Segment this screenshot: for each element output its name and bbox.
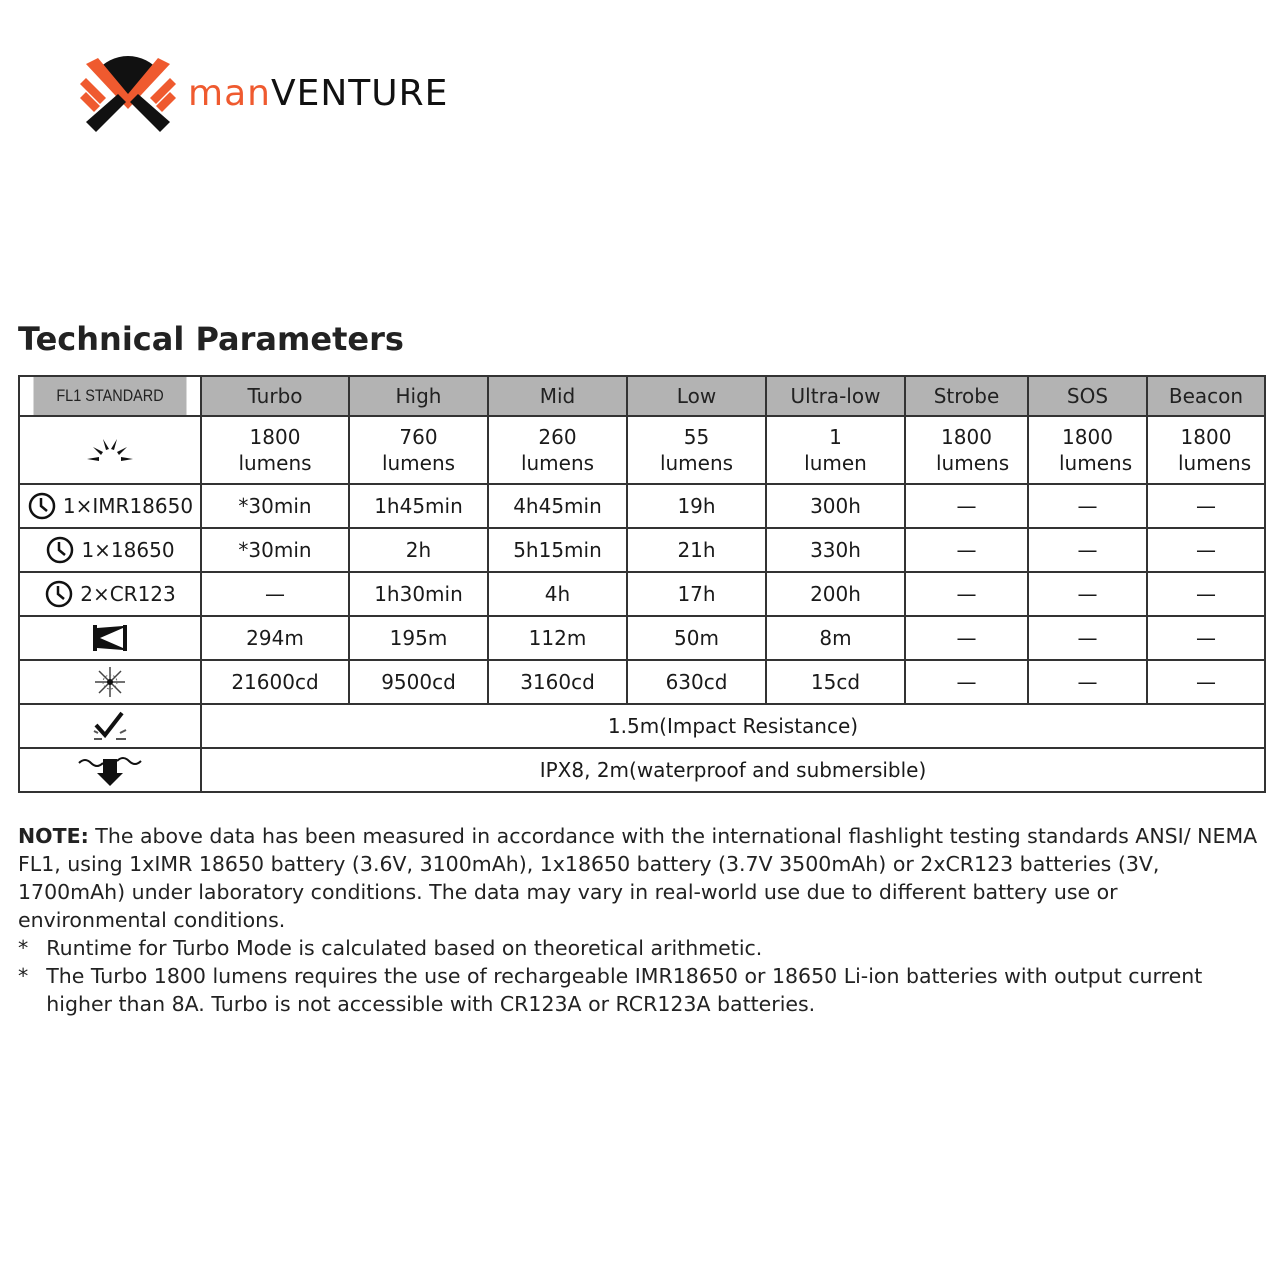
table-cell: — [1028, 660, 1147, 704]
brightness-icon [83, 435, 137, 465]
table-cell: 50m [627, 616, 766, 660]
table-row [19, 416, 1265, 484]
table-cell: 630cd [627, 660, 766, 704]
column-header: SOS [1028, 376, 1147, 416]
table-cell: 294m [201, 616, 349, 660]
table-cell: 1 lumen [766, 416, 905, 484]
column-header: FL1 STANDARD [33, 376, 188, 416]
table-cell: — [1028, 484, 1147, 528]
table-cell: 1h30min [349, 572, 488, 616]
table-cell: 19h [627, 484, 766, 528]
table-cell: 21h [627, 528, 766, 572]
column-header: Strobe [905, 376, 1028, 416]
table-cell: 1h45min [349, 484, 488, 528]
row-label [19, 616, 201, 660]
table-cell: — [1028, 528, 1147, 572]
row-label [19, 416, 201, 484]
impact-value: 1.5m(Impact Resistance) [201, 704, 1265, 748]
row-label [19, 748, 201, 792]
table-cell: 1800 lumens [201, 416, 349, 484]
table-row [19, 484, 1265, 528]
table-cell: 8m [766, 616, 905, 660]
table-cell: — [905, 660, 1028, 704]
clock-icon [27, 491, 57, 521]
table-cell: 260 lumens [488, 416, 627, 484]
table-cell: 1800 lumens [1147, 416, 1265, 484]
row-label [19, 572, 201, 616]
column-header: High [349, 376, 488, 416]
specs-table [18, 375, 1266, 793]
row-label [19, 660, 201, 704]
row-label [19, 528, 201, 572]
table-cell: 300h [766, 484, 905, 528]
table-cell: — [905, 616, 1028, 660]
table-cell: *30min [201, 484, 349, 528]
table-cell: 55 lumens [627, 416, 766, 484]
table-cell: 760 lumens [349, 416, 488, 484]
clock-icon [44, 579, 74, 609]
clock-icon [45, 535, 75, 565]
beam-distance-icon [92, 624, 128, 652]
table-cell: — [1028, 616, 1147, 660]
table-cell: 1800 lumens [1028, 416, 1147, 484]
table-cell: 2h [349, 528, 488, 572]
column-header: Mid [488, 376, 627, 416]
battery-label: 1×IMR18650 [62, 494, 194, 518]
column-header: Ultra-low [766, 376, 905, 416]
table-row [19, 704, 1265, 748]
impact-icon [92, 711, 128, 741]
column-header: Beacon [1147, 376, 1265, 416]
table-cell: — [1147, 616, 1265, 660]
table-cell: — [905, 484, 1028, 528]
waterproof-icon [77, 753, 143, 787]
manventure-logo [78, 54, 448, 132]
footnote: * Runtime for Turbo Mode is calculated based on theoretical arithmetic. [18, 936, 763, 960]
table-cell: 5h15min [488, 528, 627, 572]
table-cell: 21600cd [201, 660, 349, 704]
table-cell: 1800 lumens [905, 416, 1028, 484]
table-row [19, 572, 1265, 616]
table-cell: — [1147, 572, 1265, 616]
table-row [19, 748, 1265, 792]
table-cell: — [1147, 484, 1265, 528]
battery-label: 1×18650 [81, 538, 175, 562]
logo-text: manVENTURE [188, 72, 449, 114]
row-label [19, 484, 201, 528]
table-row [19, 660, 1265, 704]
table-row [19, 528, 1265, 572]
table-cell: *30min [201, 528, 349, 572]
column-header: Low [627, 376, 766, 416]
table-cell: — [1147, 660, 1265, 704]
table-cell: 15cd [766, 660, 905, 704]
table-cell: 17h [627, 572, 766, 616]
table-cell: — [905, 528, 1028, 572]
table-cell: — [1028, 572, 1147, 616]
intensity-icon [93, 665, 127, 699]
table-cell: 3160cd [488, 660, 627, 704]
table-cell: 4h [488, 572, 627, 616]
logo-mark-icon [78, 54, 178, 132]
note-paragraph: NOTE: The above data has been measured in accordance with the international flashlight testing standards ANSI/ NEMA FL1, using 1xIMR 18650 battery (3.6V, 3100mAh), 1x18650 battery (3.7V 3500mAh) or 2xCR123 batteries (3V, 1700mAh) under laboratory conditions. The data may vary in real-world use due to different battery use or environmental conditions. [18, 824, 1258, 932]
table-cell: 9500cd [349, 660, 488, 704]
table-cell: — [905, 572, 1028, 616]
table-cell: — [201, 572, 349, 616]
table-cell: 4h45min [488, 484, 627, 528]
table-row [19, 616, 1265, 660]
page-title: Technical Parameters [18, 320, 404, 358]
table-cell: 195m [349, 616, 488, 660]
table-cell: 112m [488, 616, 627, 660]
row-label [19, 704, 201, 748]
table-cell: 200h [766, 572, 905, 616]
table-cell: — [1147, 528, 1265, 572]
table-cell: 330h [766, 528, 905, 572]
column-header: Turbo [201, 376, 349, 416]
note-section [18, 822, 1258, 1018]
battery-label: 2×CR123 [80, 582, 176, 606]
waterproof-value: IPX8, 2m(waterproof and submersible) [201, 748, 1265, 792]
footnote: * The Turbo 1800 lumens requires the use of rechargeable IMR18650 or 18650 Li-ion batteries with output current higher than 8A. Turbo is not accessible with CR123A or RCR123A batteries. [18, 964, 1203, 1016]
